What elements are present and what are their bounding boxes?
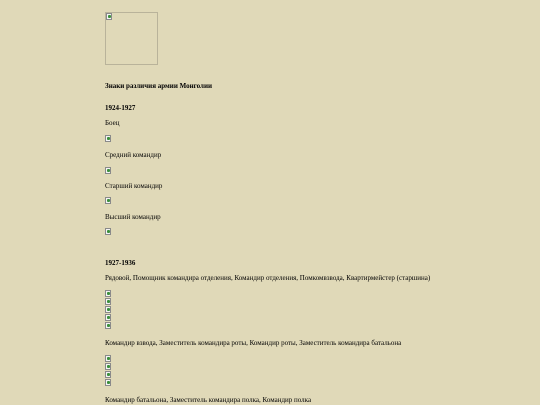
broken-image-icon <box>105 167 111 174</box>
emblem-image <box>105 12 158 65</box>
rank-label-senior-commander: Старший командир <box>105 182 163 190</box>
insignia-image-group <box>105 355 111 387</box>
broken-image-icon <box>105 355 111 362</box>
rank-label-high-commander: Высший командир <box>105 213 161 221</box>
broken-image-icon <box>105 135 111 142</box>
insignia-image-group <box>105 290 111 330</box>
broken-image-icon <box>105 363 111 370</box>
rank-label-soldier: Боец <box>105 119 120 127</box>
broken-image-icon <box>105 371 111 378</box>
broken-image-icon <box>105 306 111 313</box>
section-heading-1924: 1924-1927 <box>105 104 136 112</box>
page-title: Знаки различия армии Монголии <box>105 82 213 90</box>
broken-image-icon <box>105 322 111 329</box>
rank-group-label: Командир батальона, Заместитель командира полка, Командир полка <box>105 396 312 404</box>
broken-image-icon <box>105 228 111 235</box>
broken-image-icon <box>106 13 112 20</box>
broken-image-icon <box>105 298 111 305</box>
rank-group-label: Командир взвода, Заместитель командира роты, Командир роты, Заместитель командира батальона <box>105 339 402 347</box>
section-heading-1927: 1927-1936 <box>105 259 136 267</box>
broken-image-icon <box>105 290 111 297</box>
rank-group-label: Рядовой, Помощник командира отделения, Командир отделения, Помкомвзвода, Квартирмейстер (старшина) <box>105 274 431 282</box>
broken-image-icon <box>105 314 111 321</box>
broken-image-icon <box>105 197 111 204</box>
broken-image-icon <box>105 379 111 386</box>
rank-label-middle-commander: Средний командир <box>105 151 162 159</box>
